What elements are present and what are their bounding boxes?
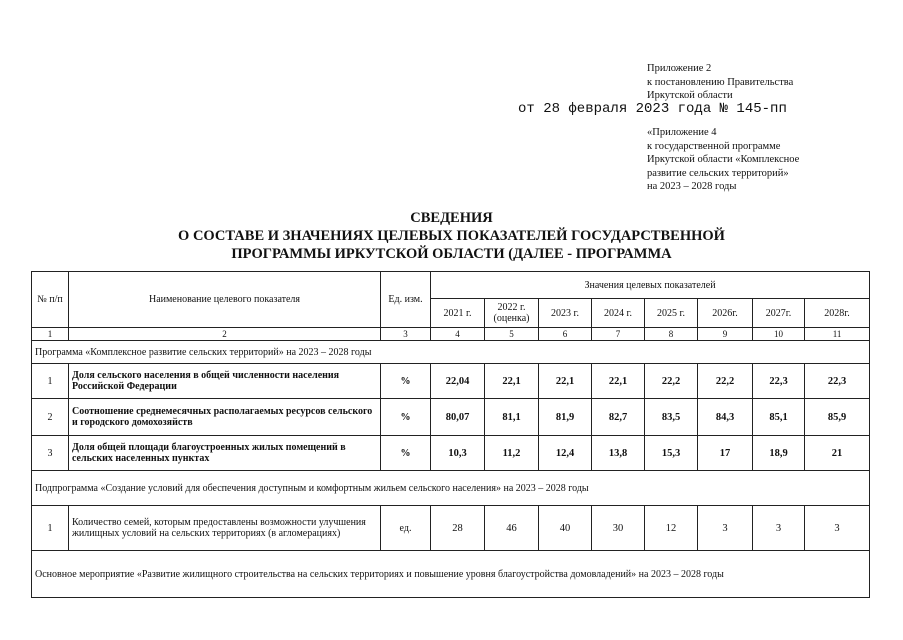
indicator-value: 81,9 bbox=[539, 399, 592, 436]
indicator-value: 85,1 bbox=[753, 399, 805, 436]
title-line: О СОСТАВЕ И ЗНАЧЕНИЯХ ЦЕЛЕВЫХ ПОКАЗАТЕЛЕЙ ГОСУДАРСТВЕННОЙ bbox=[178, 228, 725, 244]
indicator-value: 46 bbox=[485, 506, 539, 551]
header-name: Наименование целевого показателя bbox=[69, 272, 381, 328]
appendix2-line: на 2023 – 2028 годы bbox=[647, 181, 737, 192]
header-year: 2025 г. bbox=[645, 299, 698, 328]
title-line: СВЕДЕНИЯ bbox=[410, 210, 493, 226]
section-program: Программа «Комплексное развитие сельских территорий» на 2023 – 2028 годы bbox=[32, 341, 870, 364]
appendix2-line: развитие сельских территорий» bbox=[647, 167, 789, 179]
table-row bbox=[32, 506, 870, 551]
table-row bbox=[32, 436, 870, 471]
column-number: 5 bbox=[485, 328, 539, 341]
header-year: 2024 г. bbox=[592, 299, 645, 328]
column-number: 3 bbox=[381, 328, 431, 341]
indicator-value: 82,7 bbox=[592, 399, 645, 436]
indicator-value: 11,2 bbox=[485, 436, 539, 471]
appendix-line: Приложение 2 bbox=[647, 63, 712, 74]
row-number: 3 bbox=[32, 436, 69, 471]
row-number: 2 bbox=[32, 399, 69, 436]
indicator-value: 3 bbox=[698, 506, 753, 551]
unit: % bbox=[381, 436, 431, 471]
column-number: 2 bbox=[69, 328, 381, 341]
appendix-header bbox=[647, 62, 793, 103]
section-main-activity: Основное мероприятие «Развитие жилищного строительства на сельских территориях и повышение уровня благоустройства домовладений» на 2023 – 2028 годы bbox=[32, 551, 870, 598]
table-row bbox=[32, 399, 870, 436]
appendix-line: к постановлению Правительства bbox=[647, 76, 794, 88]
indicator-value: 22,04 bbox=[431, 364, 485, 399]
unit: ед. bbox=[381, 506, 431, 551]
order-date: от 28 февраля 2023 года № 145-пп bbox=[518, 101, 787, 117]
appendix2-line: Иркутской области «Комплексное bbox=[647, 154, 800, 165]
header-year: 2026г. bbox=[698, 299, 753, 328]
indicator-value: 18,9 bbox=[753, 436, 805, 471]
indicator-name: Доля общей площади благоустроенных жилых помещений в сельских населенных пунктах bbox=[69, 436, 381, 471]
indicator-value: 13,8 bbox=[592, 436, 645, 471]
unit: % bbox=[381, 399, 431, 436]
indicator-value: 80,07 bbox=[431, 399, 485, 436]
indicator-value: 22,2 bbox=[645, 364, 698, 399]
appendix2-line: к государственной программе bbox=[647, 140, 781, 152]
column-number: 8 bbox=[645, 328, 698, 341]
section-subprogram: Подпрограмма «Создание условий для обеспечения доступным и комфортным жильем сельского населения» на 2023 – 2028 годы bbox=[32, 471, 870, 506]
indicator-value: 22,2 bbox=[698, 364, 753, 399]
indicator-value: 15,3 bbox=[645, 436, 698, 471]
row-number: 1 bbox=[32, 364, 69, 399]
column-number: 4 bbox=[431, 328, 485, 341]
indicator-value: 22,3 bbox=[753, 364, 805, 399]
indicator-name: Соотношение среднемесячных располагаемых ресурсов сельского и городского домохозяйств bbox=[69, 399, 381, 436]
column-number: 11 bbox=[805, 328, 870, 341]
indicator-value: 12,4 bbox=[539, 436, 592, 471]
column-number: 6 bbox=[539, 328, 592, 341]
column-number: 10 bbox=[753, 328, 805, 341]
appendix-line: Иркутской области bbox=[647, 90, 733, 101]
indicator-value: 28 bbox=[431, 506, 485, 551]
title-line: ПРОГРАММЫ ИРКУТСКОЙ ОБЛАСТИ (ДАЛЕЕ - ПРОГРАММА bbox=[231, 246, 672, 262]
indicator-value: 83,5 bbox=[645, 399, 698, 436]
header-year: 2028г. bbox=[805, 299, 870, 328]
indicator-value: 30 bbox=[592, 506, 645, 551]
indicator-value: 3 bbox=[753, 506, 805, 551]
header-year: 2023 г. bbox=[539, 299, 592, 328]
indicator-value: 81,1 bbox=[485, 399, 539, 436]
appendix2-line: «Приложение 4 bbox=[647, 127, 717, 138]
indicator-value: 17 bbox=[698, 436, 753, 471]
header-year: 2022 г. (оценка) bbox=[485, 299, 539, 328]
header-year: 2027г. bbox=[753, 299, 805, 328]
indicator-value: 12 bbox=[645, 506, 698, 551]
document-title bbox=[0, 209, 903, 263]
indicator-value: 85,9 bbox=[805, 399, 870, 436]
column-number: 1 bbox=[32, 328, 69, 341]
indicator-value: 22,3 bbox=[805, 364, 870, 399]
header-year: 2021 г. bbox=[431, 299, 485, 328]
row-number: 1 bbox=[32, 506, 69, 551]
header-unit: Ед. изм. bbox=[381, 272, 431, 328]
indicator-value: 84,3 bbox=[698, 399, 753, 436]
indicator-value: 22,1 bbox=[539, 364, 592, 399]
indicators-table bbox=[31, 271, 870, 598]
indicator-name: Количество семей, которым предоставлены возможности улучшения жилищных условий на сельских территориях (в агломерациях) bbox=[69, 506, 381, 551]
indicator-value: 22,1 bbox=[485, 364, 539, 399]
appendix-program-header bbox=[647, 126, 799, 194]
column-number: 7 bbox=[592, 328, 645, 341]
indicator-value: 21 bbox=[805, 436, 870, 471]
column-number: 9 bbox=[698, 328, 753, 341]
indicator-value: 10,3 bbox=[431, 436, 485, 471]
indicator-name: Доля сельского населения в общей численности населения Российской Федерации bbox=[69, 364, 381, 399]
header-values-group: Значения целевых показателей bbox=[431, 272, 870, 299]
unit: % bbox=[381, 364, 431, 399]
indicator-value: 3 bbox=[805, 506, 870, 551]
indicator-value: 40 bbox=[539, 506, 592, 551]
indicator-value: 22,1 bbox=[592, 364, 645, 399]
header-num: № п/п bbox=[32, 272, 69, 328]
table-row bbox=[32, 364, 870, 399]
